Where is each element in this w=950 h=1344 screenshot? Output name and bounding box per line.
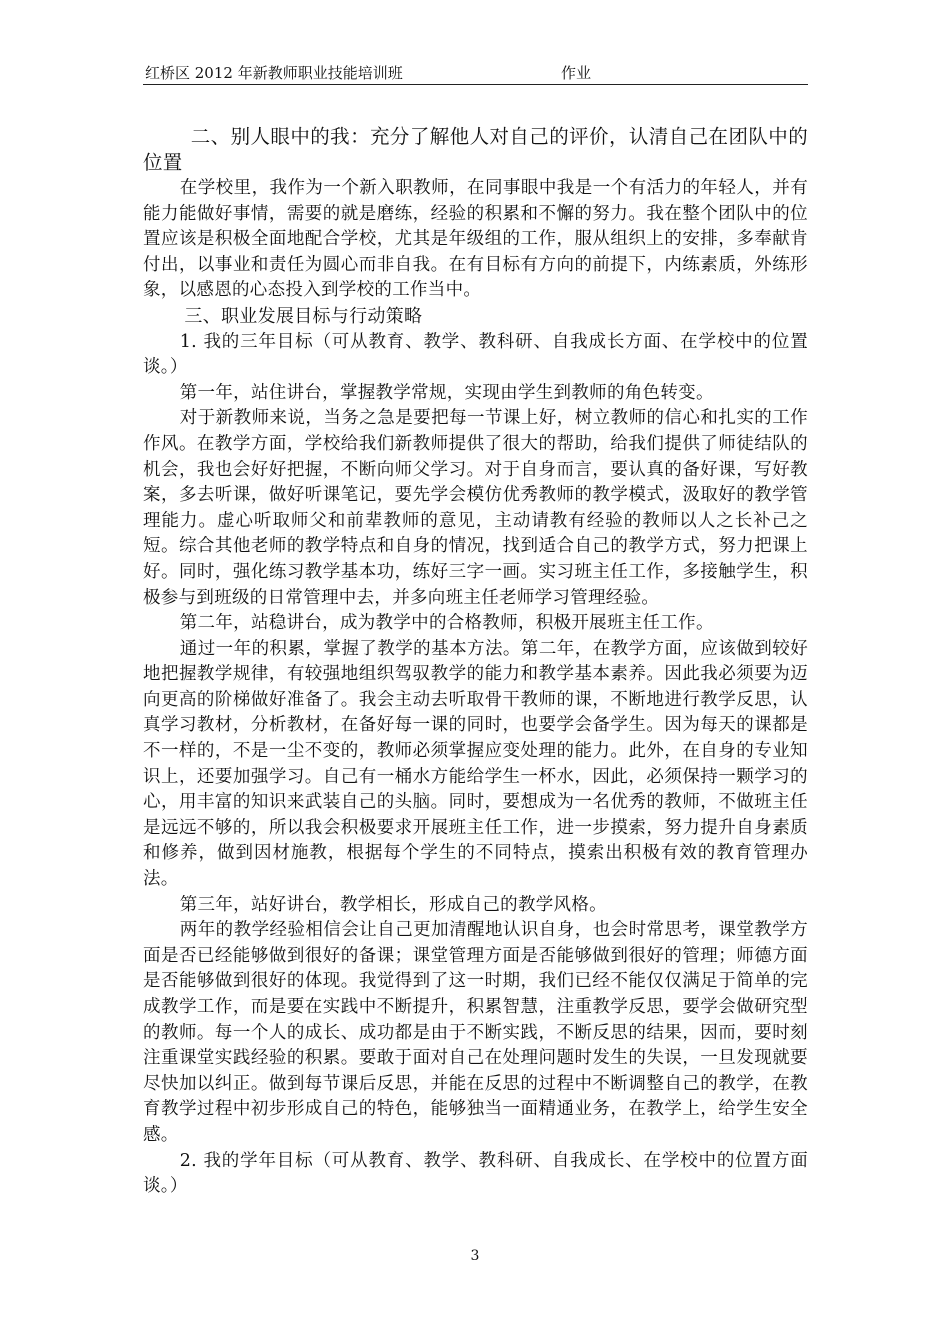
year-1-title: 第一年，站住讲台，掌握教学常规，实现由学生到教师的角色转变。 [179,382,714,403]
header-section-label: 作业 [561,64,592,82]
school-year-goal-item: 2. 我的学年目标（可从教育、教学、教科研、自我成长、在学校中的位置方面谈。） [143,1150,808,1197]
header-course-title: 红桥区 2012 年新教师职业技能培训班 [145,64,403,82]
year-2-title: 第二年，站稳讲台，成为教学中的合格教师，积极开展班主任工作。 [179,613,714,634]
year-2-paragraph: 通过一年的积累，掌握了教学的基本方法。第二年，在教学方面，应该做到较好地把握教学规律，有较强地组织驾驭教学的能力和教学基本素养。因此我必须要为迈向更高的阶梯做好准备了。我会主动去听取骨干教师的课，不断地进行教学反思，认真学习教材，分析教材，在备好每一课的同时，也要学会备学生。因为每天的课都是不一样的，不是一尘不变的，教师必须掌握应变处理的能力。此外，在自身的专业知识上，还要加强学习。自己有一桶水方能给学生一杯水，因此，必须保持一颗学习的心，用丰富的知识来武装自己的头脑。同时，要想成为一名优秀的教师，不做班主任是远远不够的，所以我会积极要求开展班主任工作，进一步摸索，努力提升自身素质和修养，做到因材施教，根据每个学生的不同特点，摸索出积极有效的教育管理办法。 [143,638,808,890]
year-3-title: 第三年，站好讲台，教学相长，形成自己的教学风格。 [179,894,607,915]
page-header [143,60,808,85]
three-year-goal-item: 1. 我的三年目标（可从教育、教学、教科研、自我成长方面、在学校中的位置谈。） [143,331,808,378]
year-3-paragraph: 两年的教学经验相信会让自己更加清醒地认识自身，也会时常思考，课堂教学方面是否已经能够做到很好的备课；课堂管理方面是否能够做到很好的管理；师德方面是否能够做到很好的体现。我觉得到了这一时期，我们已经不能仅仅满足于简单的完成教学工作，而是要在实践中不断提升，积累智慧，注重教学反思，要学会做研究型的教师。每一个人的成长、成功都是由于不断实践，不断反思的结果，因而，要时刻注重课堂实践经验的积累。要敢于面对自己在处理问题时发生的失误，一旦发现就要尽快加以纠正。做到每节课后反思，并能在反思的过程中不断调整自己的教学，在教育教学过程中初步形成自己的特色，能够独当一面精通业务，在教学上，给学生安全感。 [143,920,808,1145]
section-3-heading: 三、职业发展目标与行动策略 [184,305,423,327]
section-2-paragraph: 在学校里，我作为一个新入职教师，在同事眼中我是一个有活力的年轻人，并有能力能做好事情，需要的就是磨练，经验的积累和不懈的努力。我在整个团队中的位置应该是积极全面地配合学校，尤其是年级组的工作，服从组织上的安排，多奉献肯付出，以事业和责任为圆心而非自我。在有目标有方向的前提下，内练素质，外练形象，以感恩的心态投入到学校的工作当中。 [143,178,808,301]
year-1-paragraph: 对于新教师来说，当务之急是要把每一节课上好，树立教师的信心和扎实的工作作风。在教学方面，学校给我们新教师提供了很大的帮助，给我们提供了师徒结队的机会，我也会好好把握，不断向师父学习。对于自身而言，要认真的备好课，写好教案，多去听课，做好听课笔记，要先学会模仿优秀教师的教学模式，汲取好的教学管理能力。虚心听取师父和前辈教师的意见，主动请教有经验的教师以人之长补己之短。综合其他老师的教学特点和自身的情况，找到适合自己的教学方式，努力把课上好。同时，强化练习教学基本功，练好三字一画。实习班主任工作，多接触学生，积极参与到班级的日常管理中去，并多向班主任老师学习管理经验。 [143,408,808,608]
page-number: 3 [470,1248,480,1264]
section-2-heading: 二、别人眼中的我：充分了解他人对自己的评价，认清自己在团队中的位置 [143,125,808,174]
document-body [143,124,808,1200]
